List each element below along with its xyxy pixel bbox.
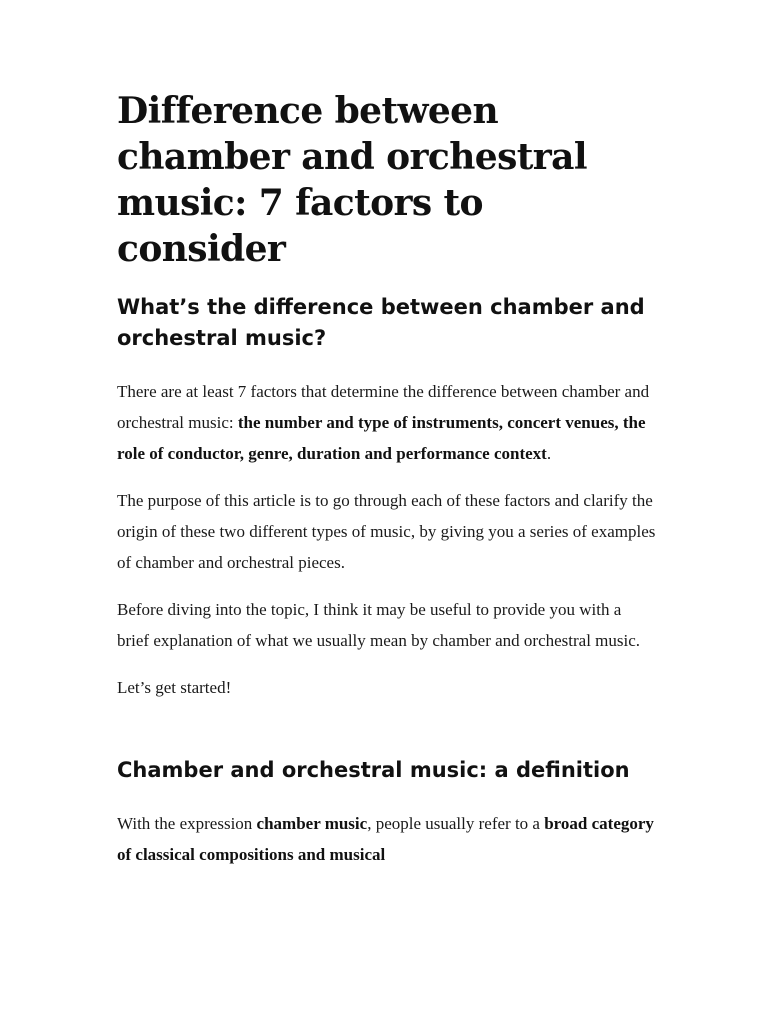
- chamber-music-bold: chamber music: [256, 814, 368, 833]
- definition-paragraph: [117, 808, 657, 870]
- article-title: Difference between chamber and orchestral music: 7 factors to consider: [117, 90, 587, 270]
- before-diving-paragraph: Before diving into the topic, I think it may be useful to provide you with a brief explanation of what we usually mean by chamber and orchestral music.: [117, 600, 641, 650]
- intro-paragraph: [117, 376, 657, 469]
- section-heading-definition: Chamber and orchestral music: a definition: [117, 758, 630, 782]
- broad-category-bold: broad category of classical compositions and musical: [117, 814, 654, 864]
- intro-text: There are at least 7 factors that determine the difference between chamber and orchestral music:: [117, 382, 650, 432]
- lets-get-started-paragraph: Let’s get started!: [117, 678, 232, 697]
- definition-text-middle: , people usually refer to a: [367, 814, 545, 833]
- intro-text-end: .: [546, 444, 552, 463]
- section-heading-difference: What’s the difference between chamber and orchestral music?: [117, 295, 645, 350]
- factors-list-bold: the number and type of instruments, concert venues, the role of conductor, genre, duration and performance context: [117, 413, 646, 463]
- article-body: [117, 88, 657, 870]
- definition-text-start: With the expression: [117, 814, 257, 833]
- purpose-paragraph: The purpose of this article is to go through each of these factors and clarify the origin of these two different types of music, by giving you a series of examples of chamber and orchestral pieces.: [117, 491, 656, 572]
